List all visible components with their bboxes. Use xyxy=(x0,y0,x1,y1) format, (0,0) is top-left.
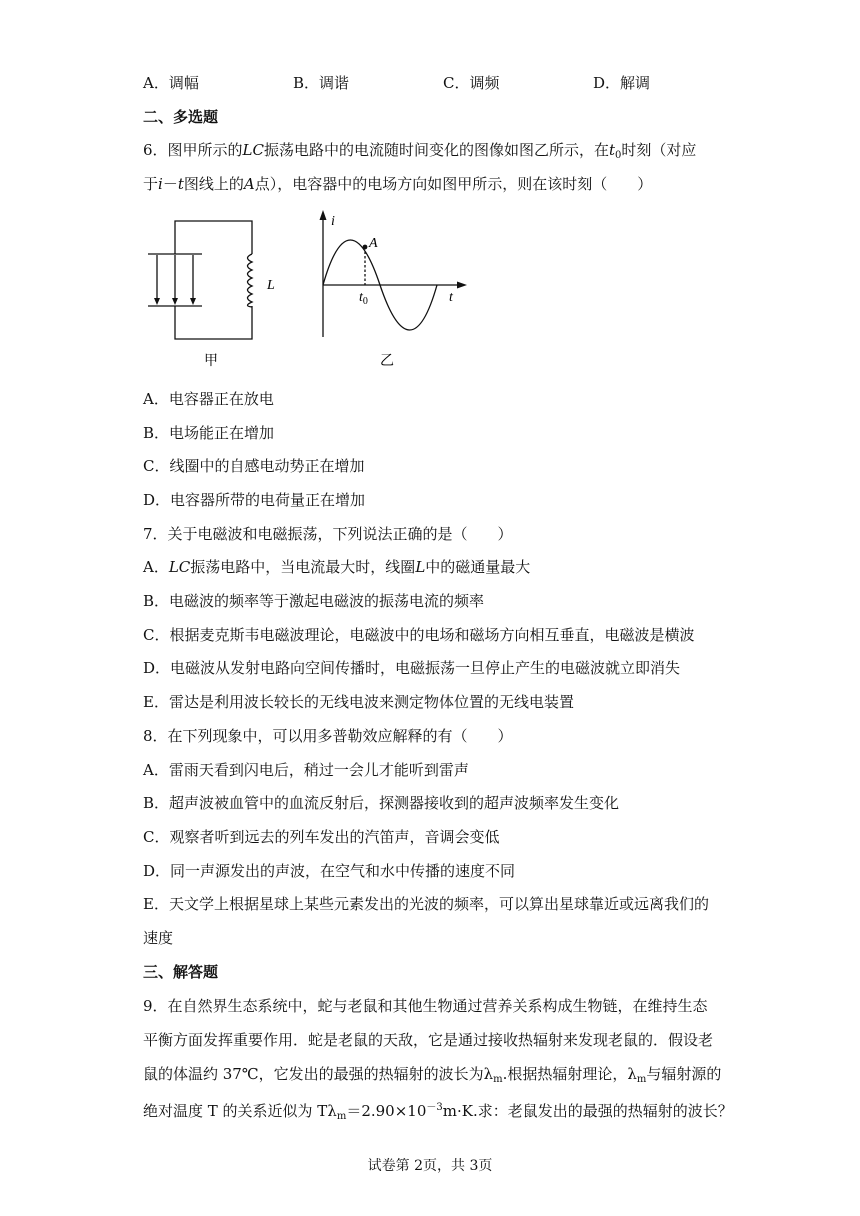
q8-option-e-line2: 速度 xyxy=(143,929,174,947)
q8-stem: 8．在下列现象中，可以用多普勒效应解释的有（ ） xyxy=(143,727,513,745)
q9-line1: 9．在自然界生态系统中，蛇与老鼠和其他生物通过营养关系构成生物链，在维持生态 xyxy=(143,997,708,1015)
inductor-label: L xyxy=(267,278,275,293)
q5-option-d: D．解调 xyxy=(593,74,651,92)
section-heading-answer: 三、解答题 xyxy=(143,963,219,981)
q6-stem-line2: 于i－t图线上的A点），电容器中的电场方向如图甲所示，则在该时刻（ ） xyxy=(143,175,653,193)
figure-label-jia: 甲 xyxy=(204,353,218,369)
q7-option-e: E．雷达是利用波长较长的无线电波来测定物体位置的无线电装置 xyxy=(143,693,574,711)
i-axis-label: i xyxy=(331,214,335,229)
q8-option-e-line1: E．天文学上根据星球上某些元素发出的光波的频率，可以算出星球靠近或远离我们的 xyxy=(143,895,709,913)
q5-option-c: C．调频 xyxy=(443,74,500,92)
lc-circuit-figure xyxy=(140,205,280,370)
q7-stem: 7．关于电磁波和电磁振荡，下列说法正确的是（ ） xyxy=(143,525,513,543)
q8-option-a: A．雷雨天看到闪电后，稍过一会儿才能听到雷声 xyxy=(143,761,469,779)
q7-option-d: D．电磁波从发射电路向空间传播时，电磁振荡一旦停止产生的电磁波就立即消失 xyxy=(143,659,681,677)
q8-option-c: C．观察者听到远去的列车发出的汽笛声，音调会变低 xyxy=(143,828,500,846)
circuit-wire xyxy=(175,306,252,339)
q5-option-b: B．调谐 xyxy=(293,74,350,92)
q6-option-b: B．电场能正在增加 xyxy=(143,424,275,442)
q9-line2: 平衡方面发挥重要作用．蛇是老鼠的天敌，它是通过接收热辐射来发现老鼠的．假设老 xyxy=(143,1031,714,1049)
q6-stem-line1: 6．图甲所示的LC振荡电路中的电流随时间变化的图像如图乙所示，在$t_0$时刻（对应 xyxy=(143,141,697,161)
q7-option-a: A．LC振荡电路中，当电流最大时，线圈L中的磁通量最大 xyxy=(143,558,531,576)
page-footer: 试卷第 2页，共 3页 xyxy=(367,1158,493,1174)
circuit-wire xyxy=(175,221,252,254)
q6-option-c: C．线圈中的自感电动势正在增加 xyxy=(143,457,365,475)
figure-label-yi: 乙 xyxy=(380,353,394,369)
point-a xyxy=(363,245,368,250)
q7-option-b: B．电磁波的频率等于激起电磁波的振荡电流的频率 xyxy=(143,592,485,610)
current-time-graph xyxy=(305,205,470,370)
q6-option-d: D．电容器所带的电荷量正在增加 xyxy=(143,491,366,509)
q8-option-d: D．同一声源发出的声波，在空气和水中传播的速度不同 xyxy=(143,862,516,880)
q6-option-a: A．电容器正在放电 xyxy=(143,390,274,408)
point-a-label: A xyxy=(369,236,378,251)
q9-line3: 鼠的体温约 37℃，它发出的最强的热辐射的波长为$\lambda_m$.根据热辐射理论，$\lambda_m$与辐射源的 xyxy=(143,1065,722,1085)
q9-line4: 绝对温度 T 的关系近似为 $T\lambda_m=2.90\times 10^{-3}m\cdot K$.求：老鼠发出的最强的热辐射的波长？ xyxy=(143,1102,733,1122)
q7-option-c: C．根据麦克斯韦电磁波理论，电磁波中的电场和磁场方向相互垂直，电磁波是横波 xyxy=(143,626,695,644)
inductor-coil xyxy=(248,254,253,307)
t0-label: $t_0$ xyxy=(359,290,368,307)
q8-option-b: B．超声波被血管中的血流反射后，探测器接收到的超声波频率发生变化 xyxy=(143,794,620,812)
t-axis-label: t xyxy=(449,290,453,305)
section-heading-multiple-choice: 二、多选题 xyxy=(143,108,219,126)
q5-option-a: A．调幅 xyxy=(143,74,199,92)
